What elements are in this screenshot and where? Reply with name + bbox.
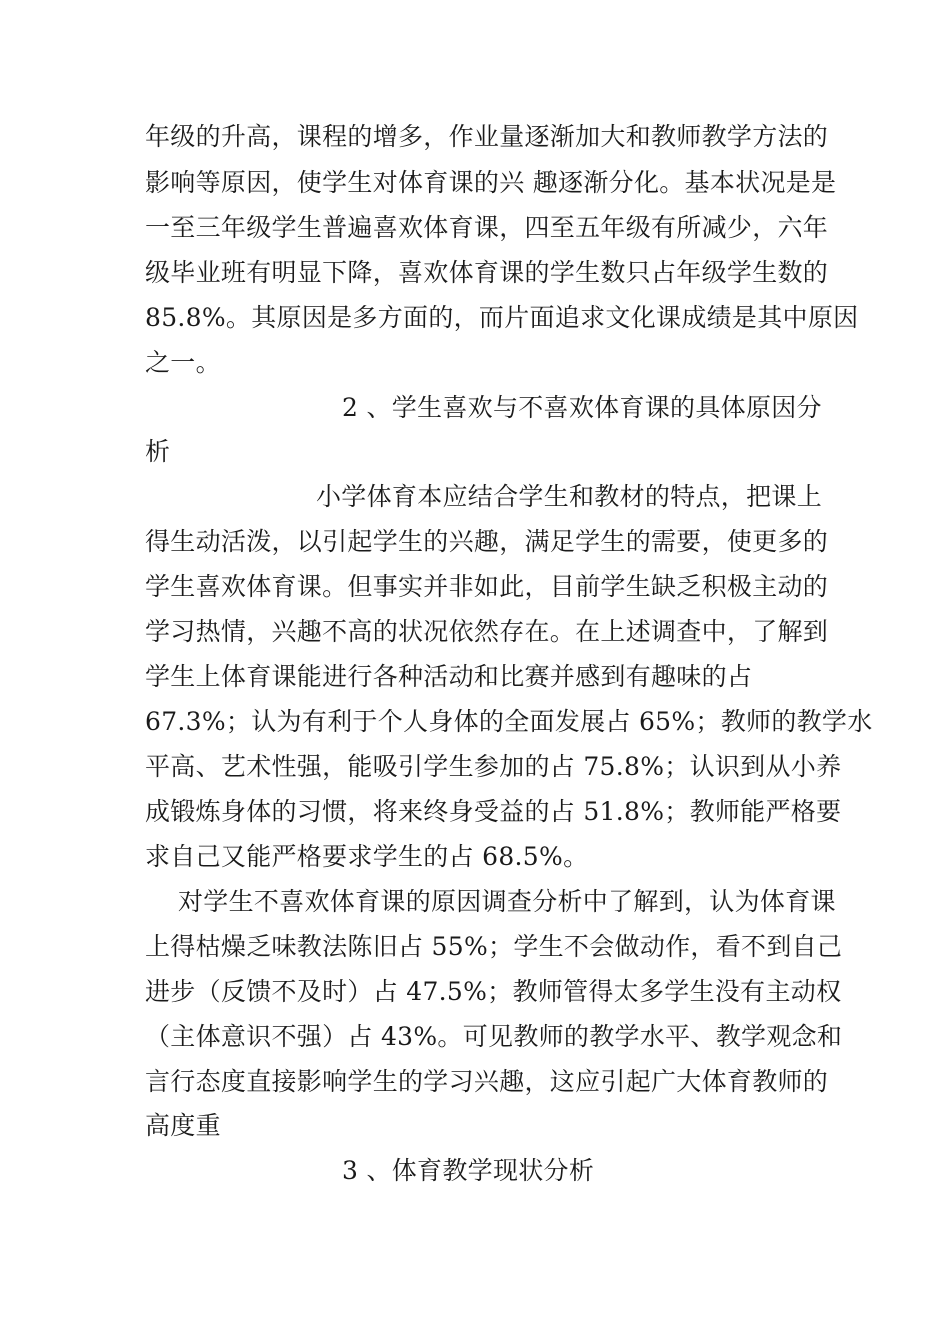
paragraph-line: 一至三年级学生普遍喜欢体育课，四至五年级有所减少，六年 — [145, 213, 829, 242]
paragraph-line: 上得枯燥乏味教法陈旧占 55%；学生不会做动作，看不到自己 — [145, 932, 843, 961]
paragraph-line: 级毕业班有明显下降，喜欢体育课的学生数只占年级学生数的 — [145, 258, 829, 287]
section-heading-3: 3 、体育教学现状分析 — [342, 1156, 595, 1185]
paragraph-line: 年级的升高，课程的增多，作业量逐渐加大和教师教学方法的 — [145, 122, 829, 151]
paragraph-line: 求自己又能严格要求学生的占 68.5%。 — [145, 842, 589, 871]
section-heading-2: 2 、学生喜欢与不喜欢体育课的具体原因分 — [342, 393, 822, 422]
paragraph-line: 小学体育本应结合学生和教材的特点，把课上 — [316, 482, 823, 511]
paragraph-line: 67.3%；认为有利于个人身体的全面发展占 65%；教师的教学水 — [145, 707, 873, 736]
paragraph-line: 对学生不喜欢体育课的原因调查分析中了解到，认为体育课 — [178, 887, 836, 916]
paragraph-line: 学习热情，兴趣不高的状况依然存在。在上述调查中，了解到 — [145, 617, 829, 646]
paragraph-line: 影响等原因，使学生对体育课的兴 趣逐渐分化。基本状况是是 — [145, 168, 837, 197]
section-heading-2-continued: 析 — [145, 437, 171, 466]
paragraph-line: 言行态度直接影响学生的学习兴趣，这应引起广大体育教师的 — [145, 1067, 829, 1096]
paragraph-line: 成锻炼身体的习惯，将来终身受益的占 51.8%；教师能严格要 — [145, 797, 842, 826]
paragraph-line: 得生动活泼，以引起学生的兴趣，满足学生的需要，使更多的 — [145, 527, 829, 556]
paragraph-line: 高度重 — [145, 1111, 221, 1140]
paragraph-line: （主体意识不强）占 43%。可见教师的教学水平、教学观念和 — [145, 1022, 843, 1051]
paragraph-line: 学生喜欢体育课。但事实并非如此，目前学生缺乏积极主动的 — [145, 572, 829, 601]
paragraph-line: 平高、艺术性强，能吸引学生参加的占 75.8%；认识到从小养 — [145, 752, 842, 781]
paragraph-line: 之一。 — [145, 348, 221, 377]
paragraph-line: 学生上体育课能进行各种活动和比赛并感到有趣味的占 — [145, 662, 753, 691]
paragraph-line: 85.8%。其原因是多方面的，而片面追求文化课成绩是其中原因 — [145, 303, 859, 332]
paragraph-line: 进步（反馈不及时）占 47.5%；教师管得太多学生没有主动权 — [145, 977, 842, 1006]
